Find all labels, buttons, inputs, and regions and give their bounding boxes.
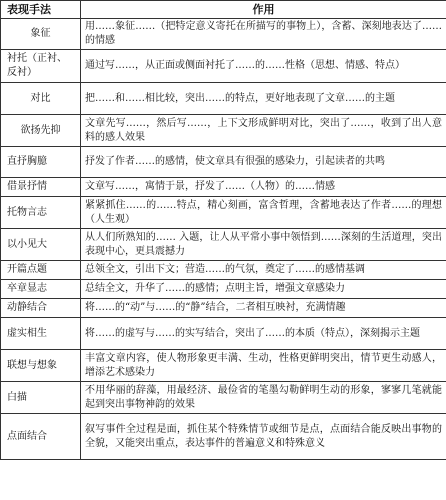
table-row xyxy=(1,83,446,115)
effect-cell: 总结全文，升华了……的感情；点明主旨，增强文章感染力 xyxy=(81,280,446,299)
table-row xyxy=(1,178,446,197)
effect-cell: 文章写……，寓情于景，抒发了……（人物）的……情感 xyxy=(81,178,446,197)
table-row xyxy=(1,280,446,299)
table-row xyxy=(1,19,446,50)
table-row xyxy=(1,261,446,280)
effect-cell: 用……象征……（把特定意义寄托在所描写的事物上），含蓄、深刻地表达了……的情感 xyxy=(81,19,446,50)
effect-cell: 叙写事件全过程是面，抓住某个特殊情节或细节是点，点面结合能反映出事物的全貌，又能突出重点，表达事件的普遍意义和特殊意义 xyxy=(81,414,446,460)
technique-cell: 衬托（正衬、反衬） xyxy=(1,50,81,83)
technique-cell: 对比 xyxy=(1,83,81,115)
effect-cell: 抒发了作者……的感情，使文章具有很强的感染力，引起读者的共鸣 xyxy=(81,147,446,178)
technique-cell: 开篇点题 xyxy=(1,261,81,280)
technique-cell: 联想与想象 xyxy=(1,350,81,382)
technique-cell: 虚实相生 xyxy=(1,318,81,350)
table-row xyxy=(1,318,446,350)
technique-cell: 欲扬先抑 xyxy=(1,115,81,147)
technique-cell: 以小见大 xyxy=(1,229,81,261)
table-row xyxy=(1,115,446,147)
table-row xyxy=(1,382,446,414)
effect-cell: 总领全文，引出下文；营造……的气氛，奠定了……的感情基调 xyxy=(81,261,446,280)
effect-cell: 将……的虚写与……的实写结合，突出了……的本质（特点），深刻揭示主题 xyxy=(81,318,446,350)
table-row xyxy=(1,414,446,460)
technique-cell: 象征 xyxy=(1,19,81,50)
technique-cell: 卒章显志 xyxy=(1,280,81,299)
technique-cell: 动静结合 xyxy=(1,299,81,318)
table-row xyxy=(1,147,446,178)
technique-cell: 托物言志 xyxy=(1,197,81,229)
effect-cell: 把……和……相比较，突出……的特点，更好地表现了文章……的主题 xyxy=(81,83,446,115)
technique-cell: 直抒胸臆 xyxy=(1,147,81,178)
effect-cell: 丰富文章内容，使人物形象更丰满、生动，性格更鲜明突出，情节更生动感人，增添艺术感染力 xyxy=(81,350,446,382)
technique-cell: 白描 xyxy=(1,382,81,414)
header-effect: 作用 xyxy=(81,1,446,19)
effect-cell: 从人们所熟知的…… 入题，让人从平常小事中领悟到……深刻的生活道理，突出表现中心，更具震撼力 xyxy=(81,229,446,261)
technique-cell: 点面结合 xyxy=(1,414,81,460)
effect-cell: 紧紧抓住……的……特点，精心刻画，富含哲理，含蓄地表达了作者……的理想（人生观） xyxy=(81,197,446,229)
table-row xyxy=(1,197,446,229)
effect-cell: 通过写……，从正面或侧面衬托了……的……性格（思想、情感、特点） xyxy=(81,50,446,83)
table-row xyxy=(1,350,446,382)
table-row xyxy=(1,299,446,318)
technique-cell: 借景抒情 xyxy=(1,178,81,197)
table-row xyxy=(1,229,446,261)
effect-cell: 将……的“动”与……的“静”结合，二者相互映衬，充满情趣 xyxy=(81,299,446,318)
header-technique: 表现手法 xyxy=(1,1,81,19)
table-row xyxy=(1,50,446,83)
header-row xyxy=(1,1,446,19)
effect-cell: 不用华丽的辞藻，用最经济、最俭省的笔墨勾勒鲜明生动的形象，寥寥几笔就能起到突出事物神韵的效果 xyxy=(81,382,446,414)
effect-cell: 文章先写……，然后写……，上下文形成鲜明对比，突出了……，收到了出人意料的感人效果 xyxy=(81,115,446,147)
